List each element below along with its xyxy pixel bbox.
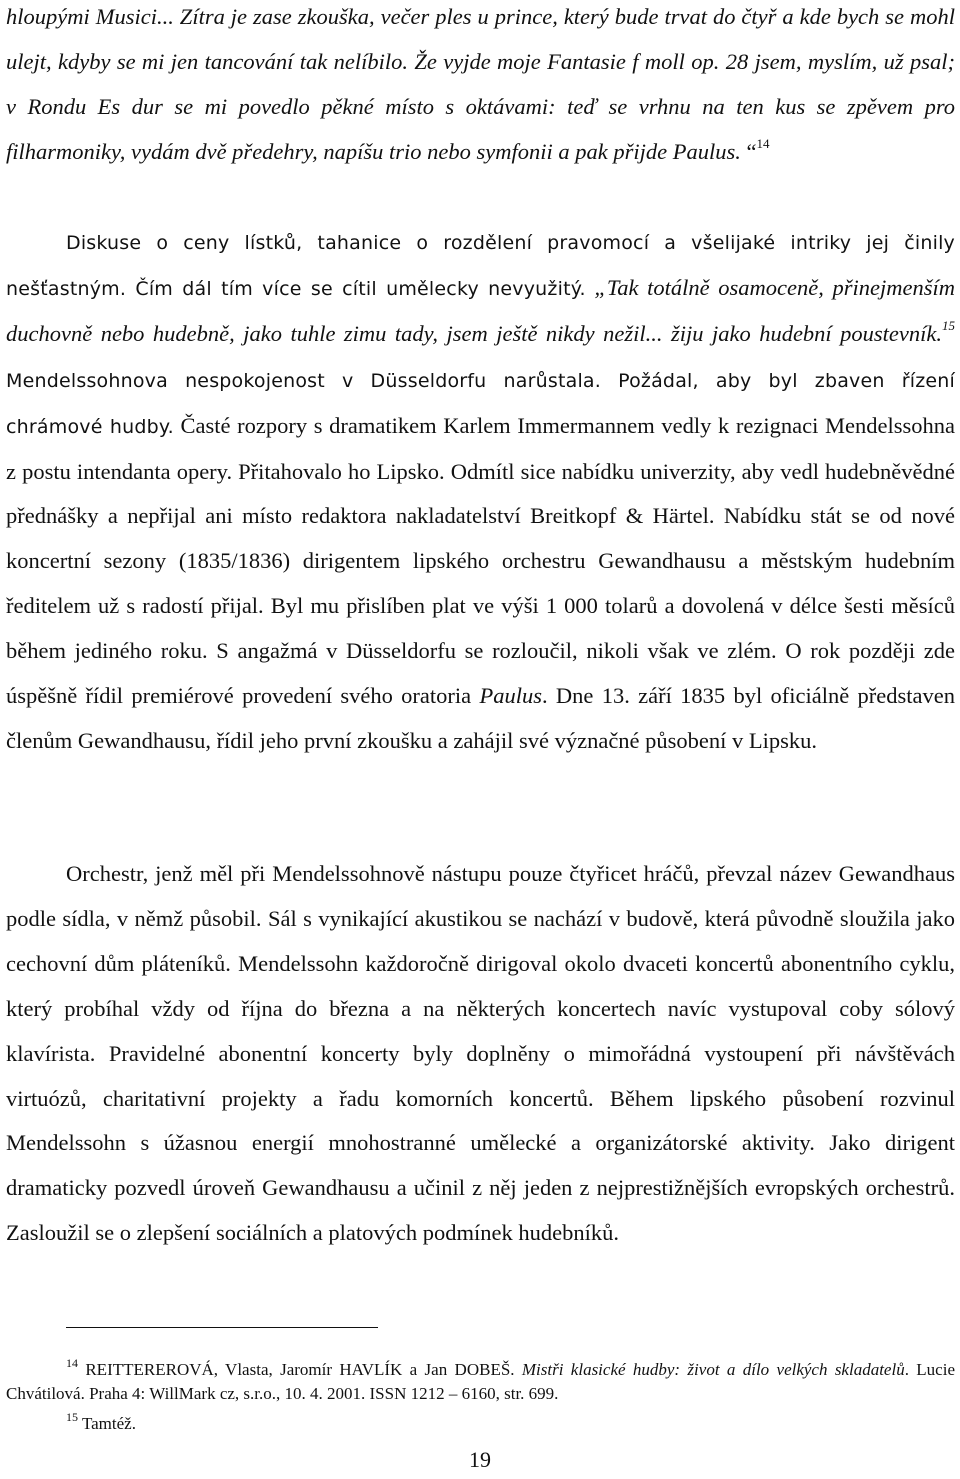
footnote-number: 14 xyxy=(66,1356,78,1370)
paragraph-dusseldorf xyxy=(6,220,955,764)
footnote-number: 15 xyxy=(66,1410,78,1424)
dissatisfaction-text: Mendelssohnova nespokojenost v Düsseldorfu narůstala. Požádal, aby byl zbaven řízení chrámové hudby. xyxy=(6,369,955,438)
footnote-publication: . Lucie Chvátilová. Praha 4: WillMark cz, s.r.o., 10. 4. 2001. ISSN 1212 – 6160, str. 699. xyxy=(6,1360,955,1403)
footnotes-section xyxy=(6,1358,955,1436)
paragraph-lead: Diskuse o ceny lístků, tahanice o rozdělení pravomocí a všelijaké intriky jej činily nešťastným. Čím dál tím více se cítil umělecky nevyužitý. xyxy=(6,232,955,300)
footnote-text: Tamtéž. xyxy=(78,1414,136,1433)
quote-close-mark: “ xyxy=(740,138,757,164)
footnote-book-title: Mistři klasické hudby: život a dílo velkých skladatelů xyxy=(521,1360,905,1379)
paragraph-quote-letter xyxy=(6,0,955,175)
paragraph-continuation: Časté rozpory s dramatikem Karlem Immermannem vedly k rezignaci Mendelssohna z postu intendanta opery. Přitahovalo ho Lipsko. Odmítl sice nabídku univerzity, aby vedl hudebněvědné přednášky a nepřijal ani místo redaktora nakladatelství Breitkopf & Härtel. Nabídku stát se od nové koncertní sezony (1835/1836) dirigentem lipského orchestru Gewandhausu a městským hudebním ředitelem už s radostí přijal. Byl mu přislíben plat ve výši 1 000 tolarů a dovolená v délce šesti měsíců během jediného roku. S angažmá v Düsseldorfu se rozloučil, nikoli však ve zlém. O rok později zde úspěšně řídil premiérové provedení svého oratoria xyxy=(6,412,955,709)
page-number: 19 xyxy=(469,1447,491,1472)
footnote-authors: REITTEREROVÁ, Vlasta, Jaromír HAVLÍK a Jan DOBEŠ. xyxy=(78,1360,522,1379)
footnote-ref-15[interactable]: 15 xyxy=(942,317,955,333)
paragraph-ending: . Dne 13. září 1835 byl oficiálně představen členům Gewandhausu, řídil jeho první zkoušku a zahájil své význačné působení v Lipsku. xyxy=(6,683,955,753)
paulus-title: Paulus xyxy=(479,683,542,709)
footnote-separator xyxy=(66,1327,378,1328)
hermit-quote: „Tak totálně osamoceně, přinejmenším duchovně nebo hudebně, jako tuhle zimu tady, jsem ještě nikdy nežil... žiju jako hudební poustevník. xyxy=(6,274,955,346)
paragraph-gewandhaus: Orchestr, jenž měl při Mendelssohnově nástupu pouze čtyřicet hráčů, převzal název Gewandhaus podle sídla, v němž působil. Sál s vynikající akustikou se nachází v budově, která původně sloužila jako cechovní dům pláteníků. Mendelssohn každoročně dirigoval okolo dvaceti koncertů abonentního cyklu, který probíhal vždy od října do března a na některých koncertech navíc vystupoval coby sólový klavírista. Pravidelné abonentní koncerty byly doplněny o mimořádná vystoupení při návštěvách virtuózů, charitativní projekty a řadu komorních koncertů. Během lipského působení rozvinul Mendelssohn s úžasnou energií mnohostranné umělecké a organizátorské aktivity. Jako dirigent dramaticky pozvedl úroveň Gewandhausu a učinil z něj jeden z nejprestižnějších evropských orchestrů. Zasloužil se o zlepšení sociálních a platových podmínek hudebníků. xyxy=(6,861,955,1246)
footnote-ref-14[interactable]: 14 xyxy=(756,135,770,151)
footnote-15 xyxy=(6,1412,955,1436)
footnote-14 xyxy=(6,1358,955,1406)
letter-quote: hloupými Musici... Zítra je zase zkouška, večer ples u prince, který bude trvat do čtyř a kde bych se mohl ulejt, kdyby se mi jen tancování tak nelíbilo. Že vyjde moje Fantasie f moll op. 28 jsem, myslím, už psal; v Rondu Es dur se mi povedlo pěkné místo s oktávami: teď se vrhnu na ten kus se zpěvem pro filharmoniky, vydám dvě předehry, napíšu trio nebo symfonii a pak přijde Paulus. xyxy=(6,4,955,164)
